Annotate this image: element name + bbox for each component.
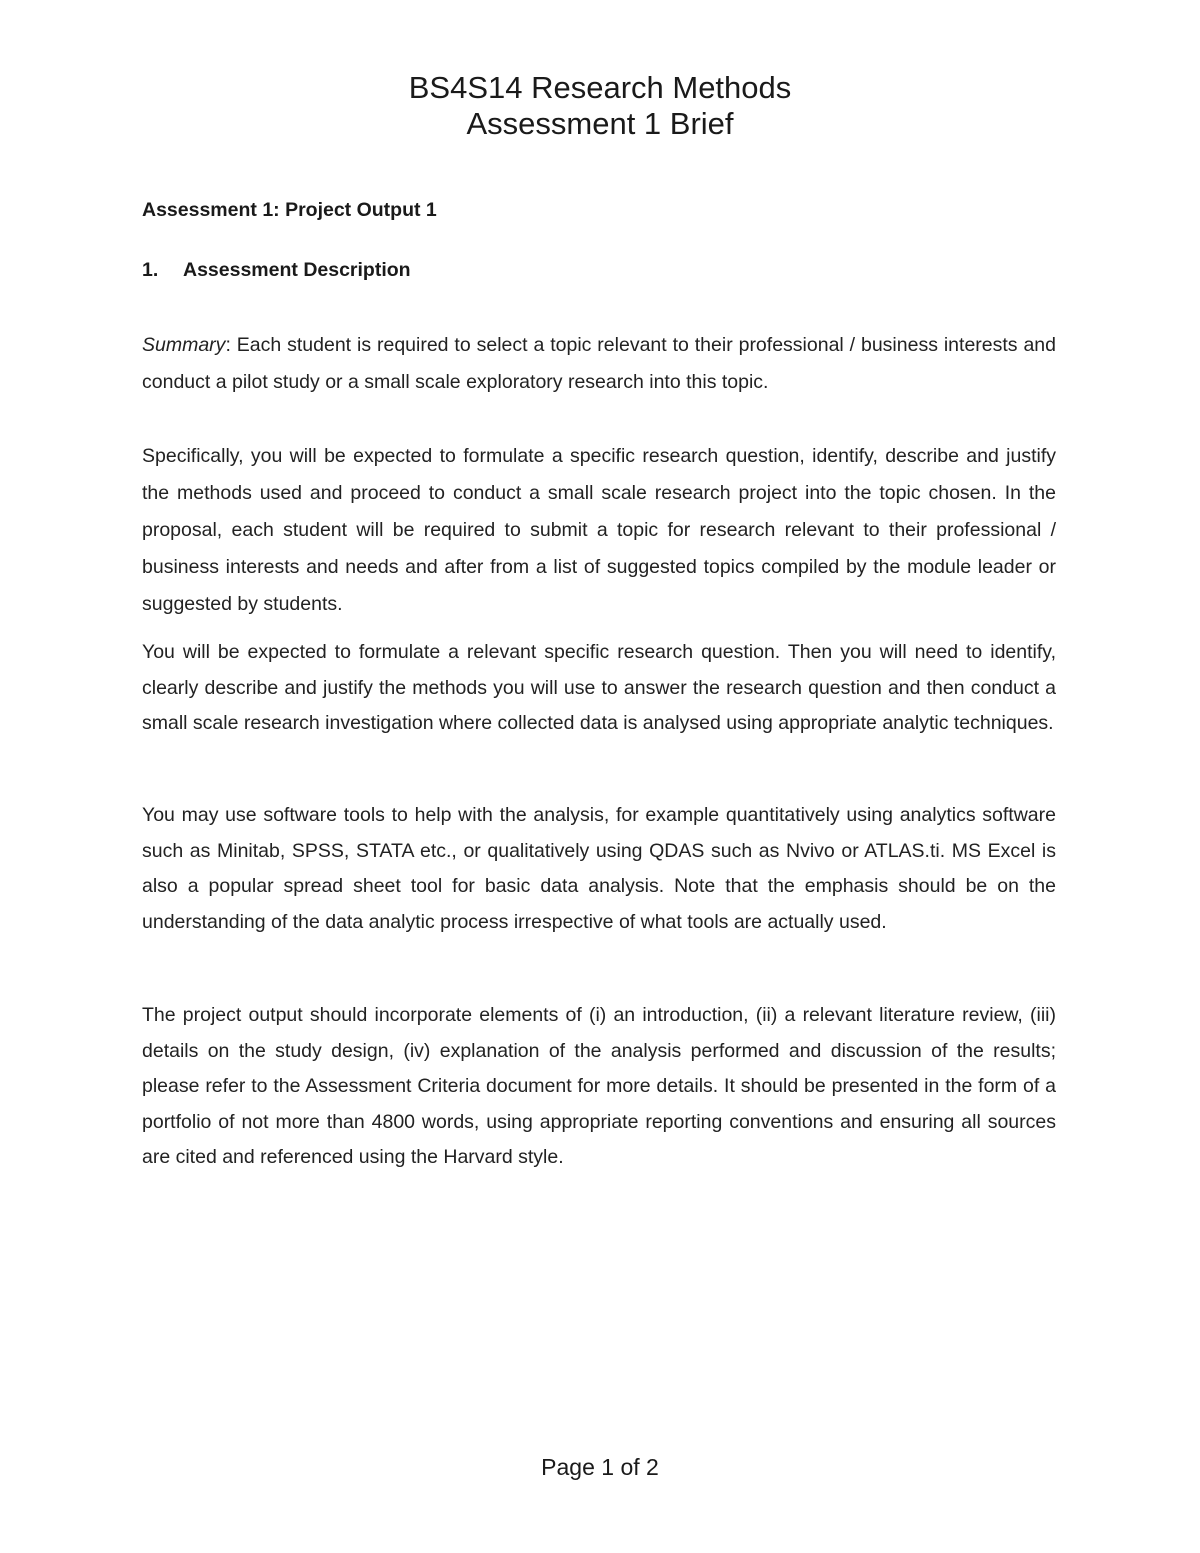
paragraph-specifically: Specifically, you will be expected to formulate a specific research question, identify, describe and justify the methods used and proceed to conduct a small scale research project into the topic chosen. In the proposal, each student will be required to submit a topic for research relevant to their professional / business interests and needs and after from a list of suggested topics compiled by the module leader or suggested by students. bbox=[142, 445, 1056, 615]
paragraph-output: The project output should incorporate elements of (i) an introduction, (ii) a relevant literature review, (iii) details on the study design, (iv) explanation of the analysis performed and discussion of the results; please refer to the Assessment Criteria document for more details. It should be presented in the form of a portfolio of not more than 4800 words, using appropriate reporting conventions and ensuring all sources are cited and referenced using the Harvard style. bbox=[142, 1004, 1056, 1168]
title-line-course: BS4S14 Research Methods bbox=[408, 70, 792, 105]
document-title bbox=[0, 70, 1200, 142]
summary-paragraph bbox=[142, 327, 1056, 401]
summary-label: Summary bbox=[142, 334, 226, 356]
section-heading bbox=[142, 259, 411, 282]
summary-text: : Each student is required to select a topic relevant to their professional / business interests and conduct a pilot study or a small scale exploratory research into this topic. bbox=[142, 334, 1056, 393]
title-line-brief: Assessment 1 Brief bbox=[466, 106, 734, 141]
paragraph-software: You may use software tools to help with the analysis, for example quantitatively using analytics software such as Minitab, SPSS, STATA etc., or qualitatively using QDAS such as Nvivo or ATLAS.ti. MS Excel is also a popular spread sheet tool for basic data analysis. Note that the emphasis should be on the understanding of the data analytic process irrespective of what tools are actually used. bbox=[142, 804, 1056, 933]
section-title: Assessment Description bbox=[183, 259, 411, 281]
section-number: 1. bbox=[142, 259, 159, 281]
paragraph-expected: You will be expected to formulate a relevant specific research question. Then you will need to identify, clearly describe and justify the methods you will use to answer the research question and then conduct a small scale research investigation where collected data is analysed using appropriate analytic techniques. bbox=[142, 641, 1056, 734]
assessment-heading: Assessment 1: Project Output 1 bbox=[142, 199, 437, 221]
page-number: Page 1 of 2 bbox=[541, 1454, 659, 1480]
